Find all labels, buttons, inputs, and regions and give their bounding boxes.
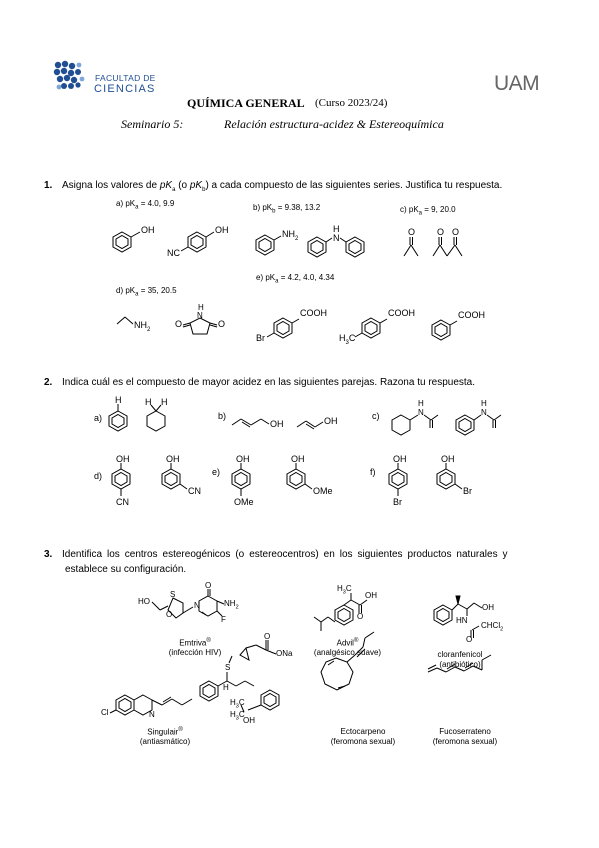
e2-oh-label: OH: [291, 454, 305, 464]
q2-part-b: b): [218, 411, 227, 421]
cloranfenicol-chcl2-label: CHCl$_2$: [481, 621, 504, 633]
course-title: QUÍMICA GENERAL: [187, 96, 305, 110]
bromobenzoic-br-label: Br: [256, 333, 265, 343]
aniline-nh2-label: $NH_2$: [282, 229, 299, 242]
cloranfenicol-oh-label: OH: [482, 603, 494, 612]
e1-ome-label: OMe: [234, 497, 254, 507]
ethylamine-nh2-label: $NH_2$: [134, 320, 151, 333]
d1-oh-label: OH: [116, 454, 130, 464]
uam-logo-text: UAM: [494, 72, 540, 95]
benzoic-cooh-label: COOH: [458, 310, 485, 320]
phenol-oh-label: OH: [141, 225, 155, 235]
singulair-oh-label: OH: [243, 716, 255, 725]
q2-part-c: c): [372, 411, 380, 421]
bromobenzoic-cooh-label: COOH: [300, 308, 327, 318]
succinimide-o1-label: O: [175, 319, 183, 329]
course-year: (Curso 2023/24): [315, 97, 388, 109]
e2-ome-label: OMe: [313, 486, 333, 496]
amide1-n-label: N: [418, 408, 424, 417]
advil-oh-label: OH: [365, 591, 377, 600]
seminar-label: Seminario 5:: [121, 117, 184, 131]
amide2-n-label: N: [481, 408, 487, 417]
q2-part-a: a): [94, 413, 103, 423]
q2-part-d: d): [94, 471, 103, 481]
amide2-h-label: H: [481, 399, 487, 408]
f1-br-label: Br: [393, 497, 402, 507]
singulair-ona-label: ONa: [276, 649, 293, 658]
toluic-h3c-label: $H_3C$: [339, 333, 356, 346]
d2-cn-label: CN: [188, 486, 201, 496]
caption-fucoserrateno: Fucoserrateno (feromona sexual): [432, 727, 498, 746]
propenol-oh-label: OH: [324, 416, 338, 426]
q1-series-e-label: e) $pK_a = 4.2$, 4.0, 4.34: [256, 273, 335, 285]
acetone-o-label: O: [408, 227, 416, 237]
emtriva-f-label: F: [221, 615, 226, 624]
caption-emtriva: Emtriva® (infección HIV): [168, 638, 222, 658]
cyanophenol-nc-label: NC: [167, 248, 180, 258]
butenol-oh-label: OH: [270, 419, 284, 429]
q1-number: 1.: [44, 180, 53, 191]
emtriva-nh2-label: $NH_2$: [224, 599, 239, 611]
emtriva-n-label: N: [194, 601, 200, 610]
cyclohexane-h2-label: H: [161, 397, 168, 407]
toluic-cooh-label: COOH: [388, 308, 415, 318]
d2-oh-label: OH: [166, 454, 180, 464]
q3-number: 3.: [44, 549, 53, 560]
diphenylamine-h-label: H: [333, 224, 340, 234]
q1-series-d-label: d) $pK_a = 35$, 20.5: [116, 286, 177, 298]
diphenylamine-n-label: N: [333, 233, 340, 243]
emtriva-carbonyl-o-label: O: [205, 581, 212, 590]
q1-series-a-label: a) $pK_a = 4.0$, 9.9: [116, 199, 175, 211]
q3-statement-line1: Identifica los centros estereogénicos (o estereocentros) en los siguientes productos naturales y: [62, 549, 508, 560]
caption-singulair: Singulair® (antiasmático): [139, 727, 191, 747]
q1-series-b-label: b) $pK_b = 9.38$, 13.2: [253, 203, 321, 215]
q2-part-e: e): [212, 467, 221, 477]
emtriva-s-label: S: [170, 590, 176, 599]
singulair-h3c-2-label: $H_3C$: [230, 710, 245, 722]
caption-advil: Advil® (analgésico suave): [313, 638, 382, 658]
singulair-o-label: O: [264, 632, 271, 641]
acac-o2-label: O: [452, 227, 460, 237]
q3-statement-line2: establece su configuración.: [65, 564, 187, 575]
advil-h3c-label: $H_3C$: [337, 584, 352, 596]
cloranfenicol-hn-label: HN: [456, 616, 468, 625]
advil-o-label: O: [357, 612, 364, 621]
acac-o1-label: O: [437, 227, 445, 237]
succinimide-h-label: H: [198, 303, 204, 312]
caption-ectocarpeno: Ectocarpeno (feromona sexual): [330, 727, 396, 746]
singulair-cl-label: Cl: [101, 708, 109, 717]
cyanophenol-oh-label: OH: [215, 225, 229, 235]
singulair-s-label: S: [225, 663, 231, 672]
emtriva-structure: [152, 589, 224, 618]
q1-series-c-label: c) $pK_a = 9$, 20.0: [400, 205, 456, 217]
f2-oh-label: OH: [441, 454, 455, 464]
singulair-h3c-1-label: $H_3C$: [230, 698, 245, 710]
caption-cloranfenicol: cloranfenicol (antibiótico): [437, 650, 483, 669]
f1-oh-label: OH: [393, 454, 407, 464]
singulair-h-label: H: [223, 683, 229, 692]
emtriva-o-label: O: [166, 610, 173, 619]
faculty-name-line1: FACULTAD DE: [95, 73, 156, 83]
amide1-h-label: H: [418, 399, 424, 408]
q2-statement: Indica cuál es el compuesto de mayor acidez en las siguientes parejas. Razona tu respuesta.: [62, 377, 476, 388]
q2-part-f: f): [370, 467, 376, 477]
q1-statement: Asigna los valores de $pK_a$ (o $pK_b$) a cada compuesto de las siguientes series. Justifica tu respuesta.: [62, 180, 503, 193]
seminar-subtitle: Relación estructura-acidez & Estereoquímica: [224, 117, 444, 131]
d1-cn-label: CN: [116, 497, 129, 507]
benzene-h-label: H: [115, 395, 122, 405]
e1-oh-label: OH: [236, 454, 250, 464]
faculty-name-line2: CIENCIAS: [94, 83, 156, 95]
cloranfenicol-o-label: O: [466, 635, 473, 644]
singulair-n-label: N: [149, 710, 155, 719]
emtriva-ho-label: HO: [138, 597, 150, 606]
succinimide-o2-label: O: [218, 319, 226, 329]
succinimide-n-label: N: [197, 311, 203, 320]
cyclohexane-h1-label: H: [145, 397, 152, 407]
f2-br-label: Br: [463, 486, 472, 496]
q2-number: 2.: [44, 377, 53, 388]
